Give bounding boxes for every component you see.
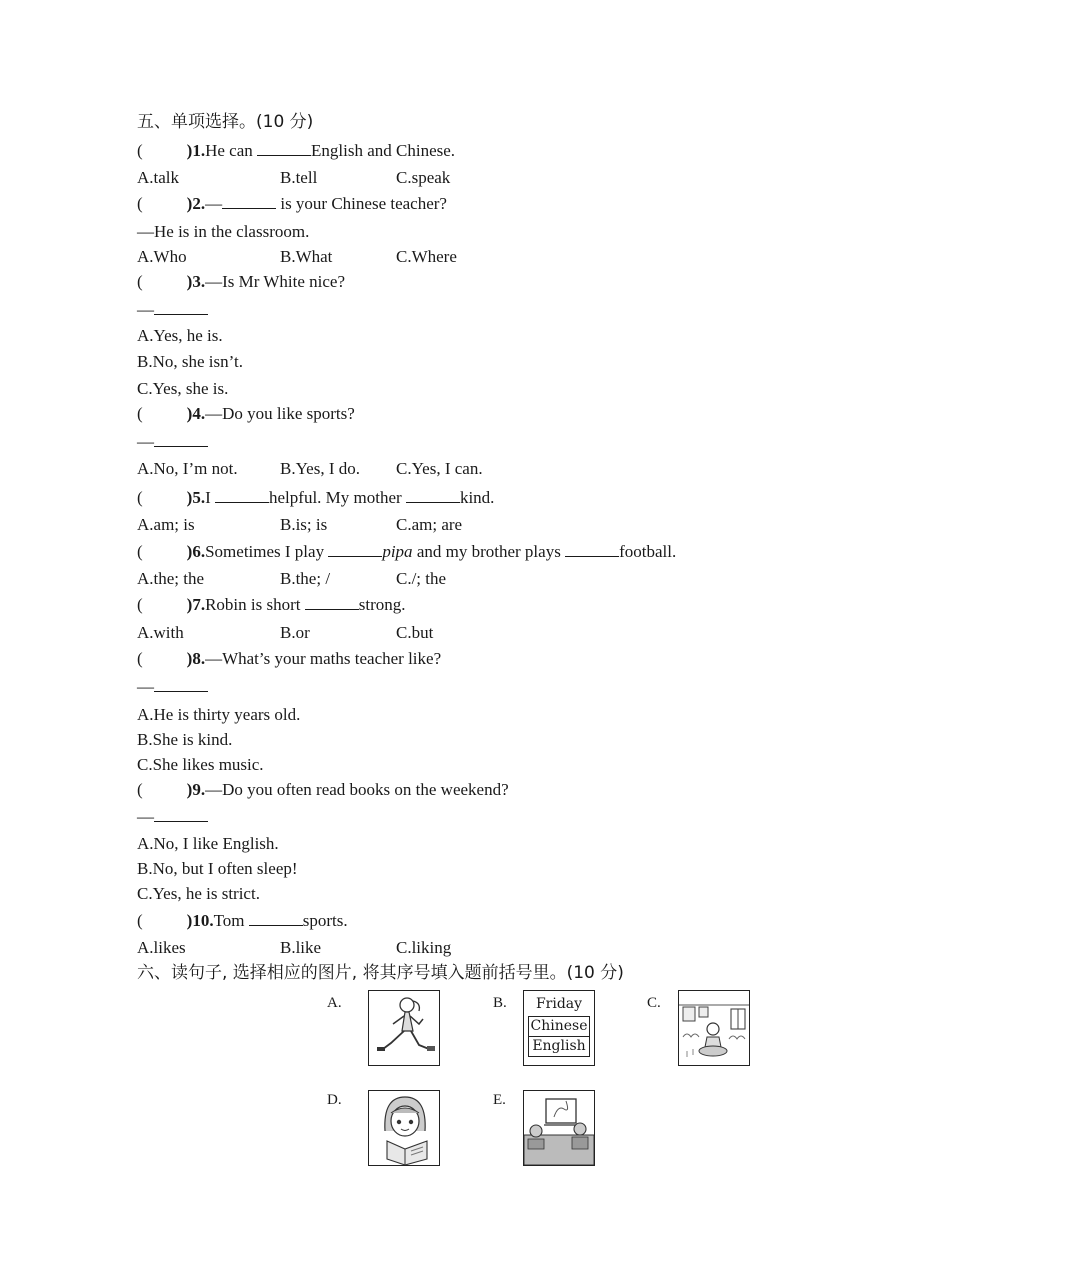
answer-line xyxy=(137,300,208,320)
option-c[interactable]: C.Yes, I can. xyxy=(396,459,483,478)
picture-c-washing-clothes[interactable] xyxy=(678,990,750,1066)
option-b[interactable]: B.or xyxy=(280,623,310,642)
answer-blank[interactable] xyxy=(154,432,208,447)
answer-blank[interactable] xyxy=(154,677,208,692)
option-a[interactable]: A.Yes, he is. xyxy=(137,326,223,345)
question-7 xyxy=(137,595,406,615)
question-text: —Do you often read books on the weekend? xyxy=(205,780,509,799)
question-number: )1. xyxy=(186,141,206,160)
option-b[interactable]: B.Yes, I do. xyxy=(280,459,360,478)
watching-tv-icon xyxy=(524,1091,594,1165)
option-c[interactable]: C.am; are xyxy=(396,515,463,534)
option-b[interactable]: B.tell xyxy=(280,168,318,187)
question-text-italic: pipa xyxy=(382,542,413,561)
option-b[interactable]: B.is; is xyxy=(280,515,328,534)
question-4 xyxy=(137,404,355,424)
answer-line xyxy=(137,677,208,697)
option-a[interactable]: A.No, I’m not. xyxy=(137,459,238,478)
question-text: —Is Mr White nice? xyxy=(205,272,345,291)
answer-blank[interactable] xyxy=(249,911,303,926)
question-number: )5. xyxy=(186,488,206,507)
open-paren: ( xyxy=(137,780,143,799)
option-b[interactable]: B.She is kind. xyxy=(137,730,233,749)
picture-d-reading-girl[interactable] xyxy=(368,1090,440,1166)
picture-b-timetable[interactable] xyxy=(523,990,595,1066)
open-paren: ( xyxy=(137,911,143,930)
question-text: — xyxy=(205,194,223,213)
option-c[interactable]: C.She likes music. xyxy=(137,755,264,774)
open-paren: ( xyxy=(137,595,143,614)
answer-blank[interactable] xyxy=(406,488,460,503)
option-a[interactable]: A.with xyxy=(137,623,184,642)
open-paren: ( xyxy=(137,141,143,160)
picture-label-d: D. xyxy=(327,1092,342,1108)
option-c[interactable]: C.speak xyxy=(396,168,451,187)
option-a[interactable]: A.He is thirty years old. xyxy=(137,705,301,724)
answer-blank[interactable] xyxy=(154,300,208,315)
question-text: Sometimes I play xyxy=(205,542,329,561)
option-b[interactable]: B.No, but I often sleep! xyxy=(137,859,298,878)
option-b[interactable]: B.No, she isn’t. xyxy=(137,352,243,371)
running-girl-icon xyxy=(369,991,439,1065)
question-text: English and Chinese. xyxy=(311,141,456,160)
answer-blank[interactable] xyxy=(222,194,276,209)
open-paren: ( xyxy=(137,272,143,291)
option-c[interactable]: C.but xyxy=(396,623,434,642)
question-8 xyxy=(137,649,441,669)
dash: — xyxy=(137,300,154,319)
question-9 xyxy=(137,780,509,800)
reading-girl-icon xyxy=(369,1091,439,1165)
question-text: strong. xyxy=(358,595,406,614)
question-number: )10. xyxy=(186,911,214,930)
picture-label-c: C. xyxy=(647,995,661,1011)
dash: — xyxy=(137,677,154,696)
option-a[interactable]: A.Who xyxy=(137,247,187,266)
question-text: kind. xyxy=(459,488,495,507)
picture-label-a: A. xyxy=(327,995,342,1011)
answer-blank[interactable] xyxy=(154,807,208,822)
question-number: )2. xyxy=(186,194,206,213)
open-paren: ( xyxy=(137,488,143,507)
option-c[interactable]: C.liking xyxy=(396,938,452,957)
question-text: and my brother plays xyxy=(412,542,566,561)
question-2 xyxy=(137,194,447,214)
question-number: )7. xyxy=(186,595,206,614)
option-b[interactable]: B.the; / xyxy=(280,569,331,588)
question-number: )9. xyxy=(186,780,206,799)
answer-blank[interactable] xyxy=(328,542,382,557)
question-number: )6. xyxy=(186,542,206,561)
timetable-subject-2: English xyxy=(532,1038,586,1054)
question-reply: —He is in the classroom. xyxy=(137,222,310,241)
question-number: )4. xyxy=(186,404,206,423)
picture-label-b: B. xyxy=(493,995,507,1011)
question-text: He can xyxy=(205,141,258,160)
washing-clothes-icon xyxy=(679,991,749,1065)
option-c[interactable]: C./; the xyxy=(396,569,447,588)
dash: — xyxy=(137,807,154,826)
open-paren: ( xyxy=(137,194,143,213)
question-5 xyxy=(137,488,494,508)
option-a[interactable]: A.am; is xyxy=(137,515,195,534)
question-number: )3. xyxy=(186,272,206,291)
option-a[interactable]: A.the; the xyxy=(137,569,205,588)
question-1 xyxy=(137,141,455,161)
answer-blank[interactable] xyxy=(257,141,311,156)
option-a[interactable]: A.likes xyxy=(137,938,186,957)
picture-label-e: E. xyxy=(493,1092,506,1108)
option-c[interactable]: C.Yes, she is. xyxy=(137,379,229,398)
option-b[interactable]: B.What xyxy=(280,247,333,266)
question-text: I xyxy=(205,488,216,507)
open-paren: ( xyxy=(137,404,143,423)
question-text: helpful. My mother xyxy=(269,488,406,507)
question-number: )8. xyxy=(186,649,206,668)
question-text: is your Chinese teacher? xyxy=(276,194,447,213)
picture-e-watching-tv[interactable] xyxy=(523,1090,595,1166)
section-5-title: 五、单项选择。(10 分) xyxy=(137,112,314,132)
open-paren: ( xyxy=(137,542,143,561)
option-b[interactable]: B.like xyxy=(280,938,322,957)
question-text: Tom xyxy=(213,911,249,930)
answer-blank[interactable] xyxy=(215,488,269,503)
question-text: —Do you like sports? xyxy=(205,404,355,423)
answer-line xyxy=(137,807,208,827)
answer-blank[interactable] xyxy=(565,542,619,557)
section-6-title: 六、读句子, 选择相应的图片, 将其序号填入题前括号里。(10 分) xyxy=(137,963,624,983)
question-text: —What’s your maths teacher like? xyxy=(205,649,442,668)
question-text: football. xyxy=(619,542,677,561)
dash: — xyxy=(137,432,154,451)
answer-line xyxy=(137,432,208,452)
option-a[interactable]: A.talk xyxy=(137,168,180,187)
option-a[interactable]: A.No, I like English. xyxy=(137,834,279,853)
option-c[interactable]: C.Yes, he is strict. xyxy=(137,884,260,903)
question-3 xyxy=(137,272,345,292)
question-6 xyxy=(137,542,676,562)
open-paren: ( xyxy=(137,649,143,668)
timetable-subject-1: Chinese xyxy=(529,1017,589,1037)
answer-blank[interactable] xyxy=(305,595,359,610)
question-10 xyxy=(137,911,348,931)
timetable-day: Friday xyxy=(535,996,583,1012)
question-text: sports. xyxy=(302,911,348,930)
question-text: Robin is short xyxy=(205,595,305,614)
option-c[interactable]: C.Where xyxy=(396,247,457,266)
picture-a-running-girl[interactable] xyxy=(368,990,440,1066)
